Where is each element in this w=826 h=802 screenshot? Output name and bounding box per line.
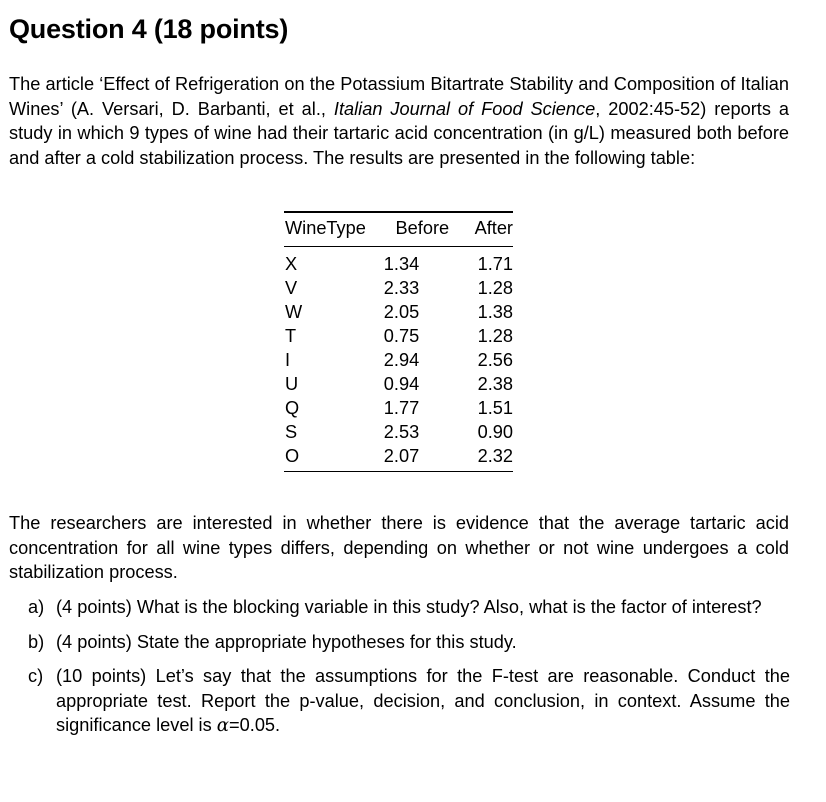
intro-paragraph [9, 72, 789, 170]
wine-type-cell: Q [285, 398, 300, 418]
before-cell: 0.75 [383, 326, 420, 346]
after-cell: 1.38 [477, 302, 513, 322]
table-row [284, 421, 513, 445]
table-header-row [284, 213, 513, 242]
question-text: (4 points) What is the blocking variable in this study? Also, what is the factor of interest? [56, 597, 762, 617]
wine-type-cell: U [285, 374, 299, 394]
table-row [284, 445, 513, 469]
before-cell: 2.07 [383, 446, 420, 466]
after-cell: 1.51 [477, 398, 513, 418]
question-list [28, 595, 790, 749]
before-cell: 2.05 [383, 302, 420, 322]
table-row [284, 373, 513, 397]
after-cell: 2.32 [477, 446, 513, 466]
question-marker: c) [28, 666, 44, 686]
before-cell: 1.34 [383, 254, 420, 274]
before-cell: 2.53 [383, 422, 420, 442]
wine-type-cell: V [285, 278, 298, 298]
table-bottom-rule [284, 471, 513, 473]
after-cell: 1.28 [477, 326, 513, 346]
question-text: (4 points) State the appropriate hypotheses for this study. [56, 631, 517, 652]
question-item-b [28, 630, 790, 655]
wine-type-cell: S [285, 422, 298, 442]
table-row [284, 301, 513, 325]
question-item-a [28, 595, 790, 620]
wine-type-cell: W [285, 302, 303, 322]
after-cell: 0.90 [477, 422, 513, 442]
question-marker: b) [28, 631, 45, 652]
journal-name: Italian Journal of Food Science [333, 98, 596, 119]
after-cell: 1.28 [477, 278, 513, 298]
header-winetype: WineType [285, 218, 366, 238]
wine-type-cell: O [285, 446, 300, 466]
question-item-c [28, 664, 790, 739]
after-cell: 2.38 [477, 374, 513, 394]
researchers-paragraph: The researchers are interested in whether there is evidence that the average tartaric acid concentration for all wine types differs, depending on whether or not wine undergoes a cold stabilization process. [9, 513, 789, 582]
question-text-after-alpha: =0.05. [229, 715, 281, 735]
wine-type-cell: T [285, 326, 297, 346]
before-cell: 1.77 [383, 398, 420, 418]
wine-type-cell: I [285, 350, 291, 370]
question-marker: a) [28, 597, 45, 617]
table-row [284, 349, 513, 373]
before-cell: 0.94 [383, 374, 420, 394]
question-text-before-alpha: (10 points) Let’s say that the assumptions for the F-test are reasonable. Conduct the appropriate test. Report the p-value, decision, and conclusion, in context. Assume the significance level is [56, 666, 790, 735]
wine-type-cell: X [285, 254, 298, 274]
wine-data-table [284, 211, 513, 472]
after-cell: 1.71 [477, 254, 513, 274]
table-row [284, 253, 513, 277]
table-row [284, 397, 513, 421]
intro-text-after-citation: , 2002:45-52) reports a study in which 9 types of wine had their tartaric acid concentration (in g/L) measured both before and after a cold stabilization process. The results are presented in the following table: [9, 98, 789, 168]
after-cell: 2.56 [477, 350, 513, 370]
header-after: After [474, 218, 513, 238]
before-cell: 2.94 [383, 350, 420, 370]
question-title: Question 4 (18 points) [9, 14, 289, 44]
before-cell: 2.33 [383, 278, 420, 298]
table-row [284, 325, 513, 349]
alpha-symbol: α [216, 715, 230, 736]
table-row [284, 277, 513, 301]
header-before: Before [395, 218, 450, 238]
intro-text-before-citation: The article ‘Effect of Refrigeration on the Potassium Bitartrate Stability and Composition of Italian Wines’ (A. Versari, D. Barbanti, et al., [9, 74, 789, 119]
question-text [56, 664, 790, 739]
